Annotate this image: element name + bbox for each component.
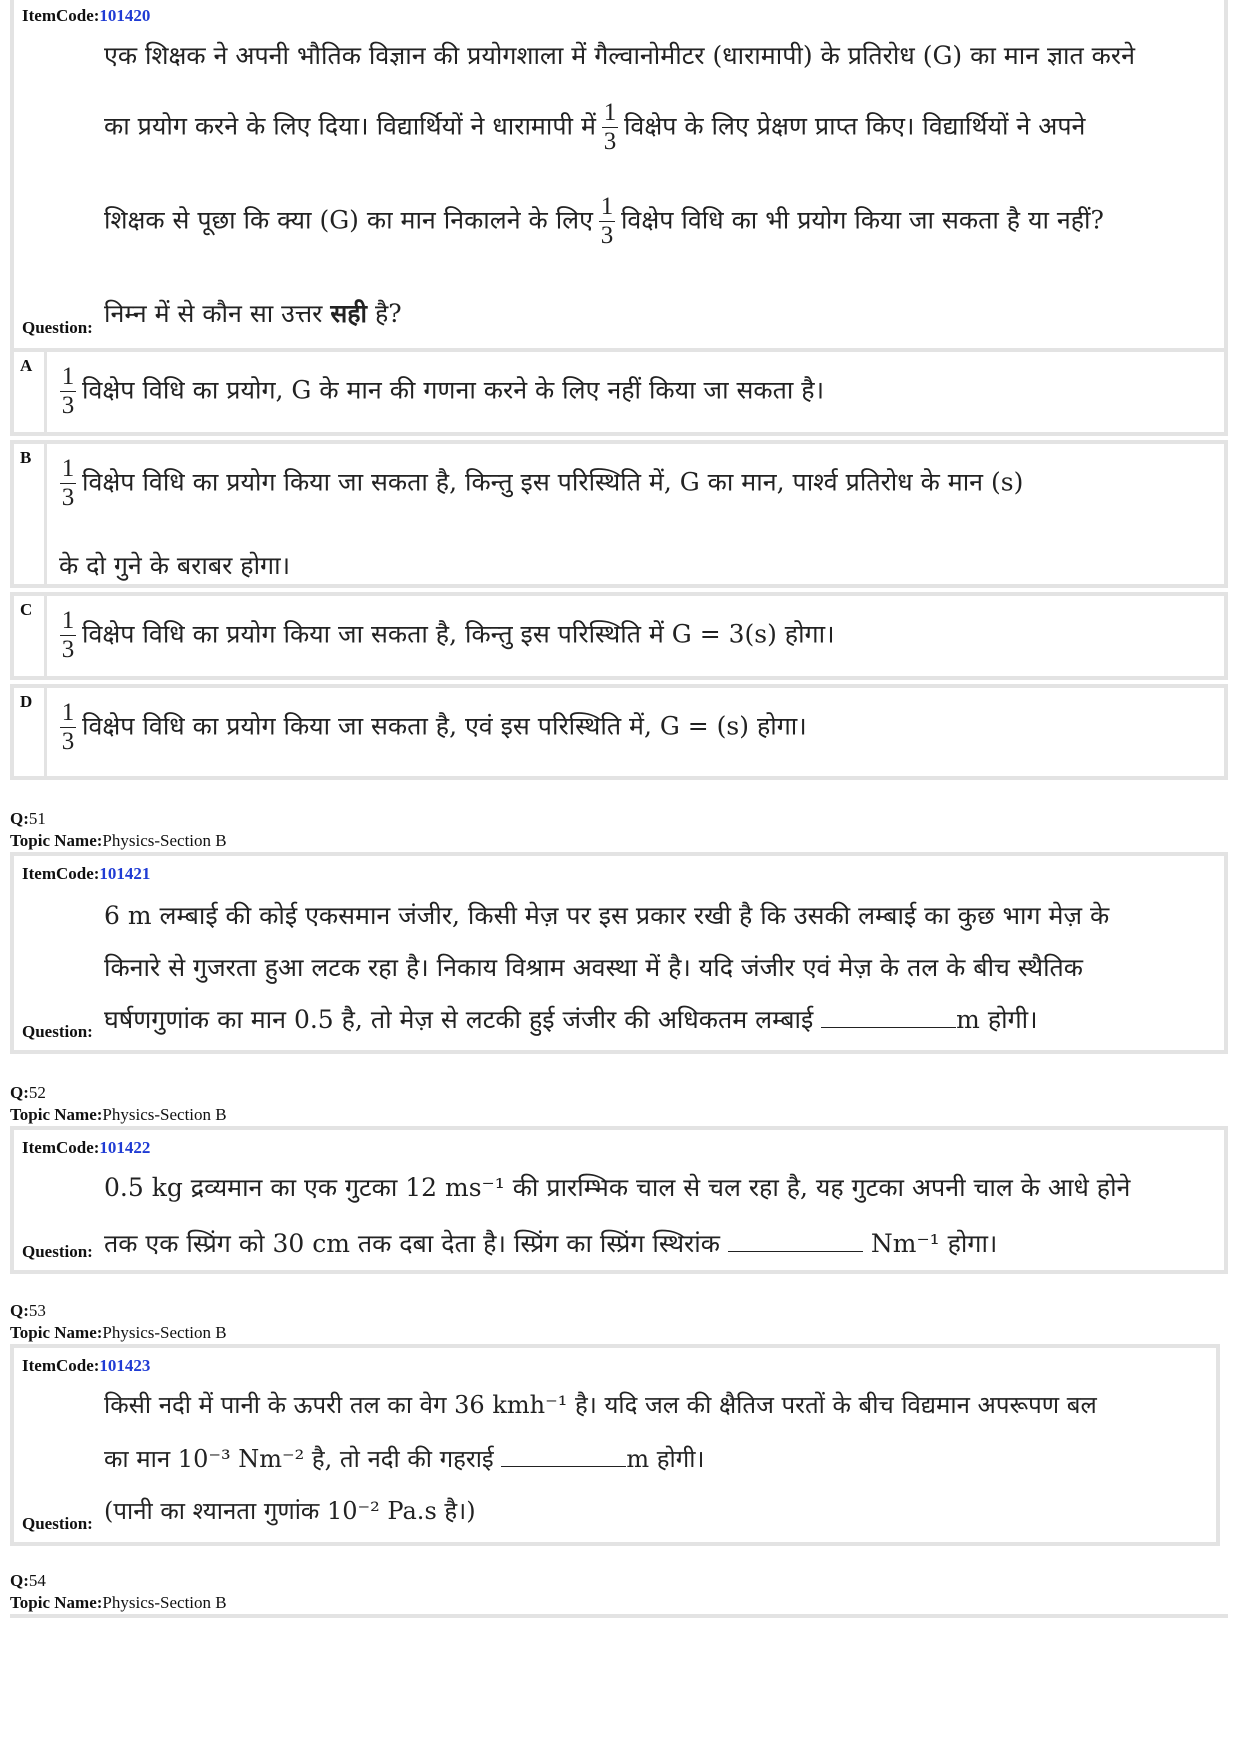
item-code: 101420 <box>99 6 151 25</box>
question-text-line-2: का मान 10⁻³ Nm⁻² है, तो नदी की गहराई m होगी। <box>104 1445 705 1473</box>
question-header-51: Q:51 Topic Name:Physics-Section B <box>10 809 227 850</box>
answer-blank <box>501 1444 626 1467</box>
question-text-line-3 <box>104 194 1104 250</box>
question-header-52: Q:52 Topic Name:Physics-Section B <box>10 1083 227 1124</box>
answer-blank <box>728 1229 863 1252</box>
item-code-label: ItemCode: <box>22 6 100 25</box>
question-number: 52 <box>28 1083 46 1102</box>
question-text-line-4: निम्न में से कौन सा उत्तर सही है? <box>104 299 402 328</box>
topic-name: Physics-Section B <box>102 1323 227 1342</box>
question-label: Question: <box>22 1514 93 1533</box>
option-text: विक्षेप विधि का प्रयोग किया जा सकता है, किन्तु इस परिस्थिति में G = 3(s) होगा। <box>82 619 835 649</box>
option-letter: D <box>20 692 33 711</box>
fraction-one-third: $\frac{1}{3}$ <box>61 363 75 420</box>
fraction-one-third: $\frac{1}{3}$ <box>603 99 617 156</box>
question-number: 51 <box>28 809 46 828</box>
fraction-one-third: $\frac{1}{3}$ <box>61 455 75 512</box>
question-text-line-3: (पानी का श्यानता गुणांक 10⁻² Pa.s है।) <box>104 1497 476 1525</box>
answer-blank <box>821 1005 956 1028</box>
question-header-54: Q:54 Topic Name:Physics-Section B <box>10 1571 227 1612</box>
question-52-box: ItemCode:101422 0.5 kg द्रव्यमान का एक गुटका 12 ms⁻¹ की प्रारम्भिक चाल से चल रहा है, यह गुटका अपनी चाल के आधे होने तक एक स्प्रिंग को 30 cm तक दबा देता है। स्प्रिंग का स्प्रिंग स्थिरांक Nm⁻¹ होगा। Question: <box>10 1126 1228 1274</box>
option-b[interactable] <box>10 440 1228 588</box>
emphasis-correct: सही <box>330 299 367 328</box>
item-code: 101423 <box>99 1356 151 1375</box>
fraction-one-third: $\frac{1}{3}$ <box>600 193 614 250</box>
option-text-cont: के दो गुने के बराबर होगा। <box>59 551 291 580</box>
question-text-line-2: तक एक स्प्रिंग को 30 cm तक दबा देता है। स्प्रिंग का स्प्रिंग स्थिरांक Nm⁻¹ होगा। <box>104 1229 998 1258</box>
item-code: 101422 <box>99 1138 151 1157</box>
question-number: 53 <box>28 1301 46 1320</box>
question-header-53: Q:53 Topic Name:Physics-Section B <box>10 1301 227 1342</box>
option-c[interactable] <box>10 592 1228 680</box>
fraction-one-third: $\frac{1}{3}$ <box>61 607 75 664</box>
question-text-line-1: किसी नदी में पानी के ऊपरी तल का वेग 36 kmh⁻¹ है। यदि जल की क्षैतिज परतों के बीच विद्यमान अपरूपण बल <box>104 1391 1097 1419</box>
item-code-row <box>22 6 150 26</box>
topic-name: Physics-Section B <box>102 1593 227 1612</box>
option-letter: A <box>20 356 33 375</box>
question-text-line-2: किनारे से गुजरता हुआ लटक रहा है। निकाय विश्राम अवस्था में है। यदि जंजीर एवं मेज़ के तल के बीच स्थैतिक <box>104 953 1083 982</box>
item-code: 101421 <box>99 864 151 883</box>
option-letter: C <box>20 600 33 619</box>
question-text-line-2 <box>104 100 1085 156</box>
question-50-box <box>10 0 1228 352</box>
question-53-box: ItemCode:101423 किसी नदी में पानी के ऊपरी तल का वेग 36 kmh⁻¹ है। यदि जल की क्षैतिज परतों के बीच विद्यमान अपरूपण बल का मान 10⁻³ Nm⁻² है, तो नदी की गहराई m होगी। (पानी का श्यानता गुणांक 10⁻² Pa.s है।) Question: <box>10 1344 1220 1546</box>
question-text-line-1: 0.5 kg द्रव्यमान का एक गुटका 12 ms⁻¹ की प्रारम्भिक चाल से चल रहा है, यह गुटका अपनी चाल के आधे होने <box>104 1173 1131 1202</box>
topic-name: Physics-Section B <box>102 831 227 850</box>
question-text-line-3a: शिक्षक से पूछा कि क्या (G) का मान निकालने के लिए <box>104 205 593 235</box>
topic-name: Physics-Section B <box>102 1105 227 1124</box>
question-text-line-1: 6 m लम्बाई की कोई एकसमान जंजीर, किसी मेज़ पर इस प्रकार रखी है कि उसकी लम्बाई का कुछ भाग मेज़ के <box>104 901 1110 930</box>
question-text-line-2a: का प्रयोग करने के लिए दिया। विद्यार्थियों ने धारामापी में <box>104 111 596 141</box>
question-text-line-3b: विक्षेप विधि का भी प्रयोग किया जा सकता है या नहीं? <box>620 205 1104 235</box>
question-54-box-edge <box>10 1614 1228 1618</box>
question-label: Question: <box>22 318 93 337</box>
option-text: विक्षेप विधि का प्रयोग किया जा सकता है, एवं इस परिस्थिति में, G = (s) होगा। <box>82 711 807 741</box>
question-number: 54 <box>28 1571 46 1590</box>
question-text-line-3: घर्षणगुणांक का मान 0.5 है, तो मेज़ से लटकी हुई जंजीर की अधिकतम लम्बाई m होगी। <box>104 1005 1038 1034</box>
question-label: Question: <box>22 1022 93 1041</box>
option-d[interactable] <box>10 684 1228 780</box>
option-a[interactable] <box>10 348 1228 436</box>
option-letter: B <box>20 448 32 467</box>
question-text-line-2b: विक्षेप के लिए प्रेक्षण प्राप्त किए। विद्यार्थियों ने अपने <box>623 111 1086 141</box>
question-text-line-1: एक शिक्षक ने अपनी भौतिक विज्ञान की प्रयोगशाला में गैल्वानोमीटर (धारामापी) के प्रतिरोध (G) का मान ज्ञात करने <box>104 41 1135 70</box>
question-label: Question: <box>22 1242 93 1261</box>
option-text: विक्षेप विधि का प्रयोग, G के मान की गणना करने के लिए नहीं किया जा सकता है। <box>82 375 825 405</box>
fraction-one-third: $\frac{1}{3}$ <box>61 699 75 756</box>
option-text: विक्षेप विधि का प्रयोग किया जा सकता है, किन्तु इस परिस्थिति में, G का मान, पार्श्व प्रतिरोध के मान (s) <box>82 467 1024 497</box>
question-51-box: ItemCode:101421 6 m लम्बाई की कोई एकसमान जंजीर, किसी मेज़ पर इस प्रकार रखी है कि उसकी लम्बाई का कुछ भाग मेज़ के किनारे से गुजरता हुआ लटक रहा है। निकाय विश्राम अवस्था में है। यदि जंजीर एवं मेज़ के तल के बीच स्थैतिक घर्षणगुणांक का मान 0.5 है, तो मेज़ से लटकी हुई जंजीर की अधिकतम लम्बाई m होगी। Question: <box>10 852 1228 1054</box>
